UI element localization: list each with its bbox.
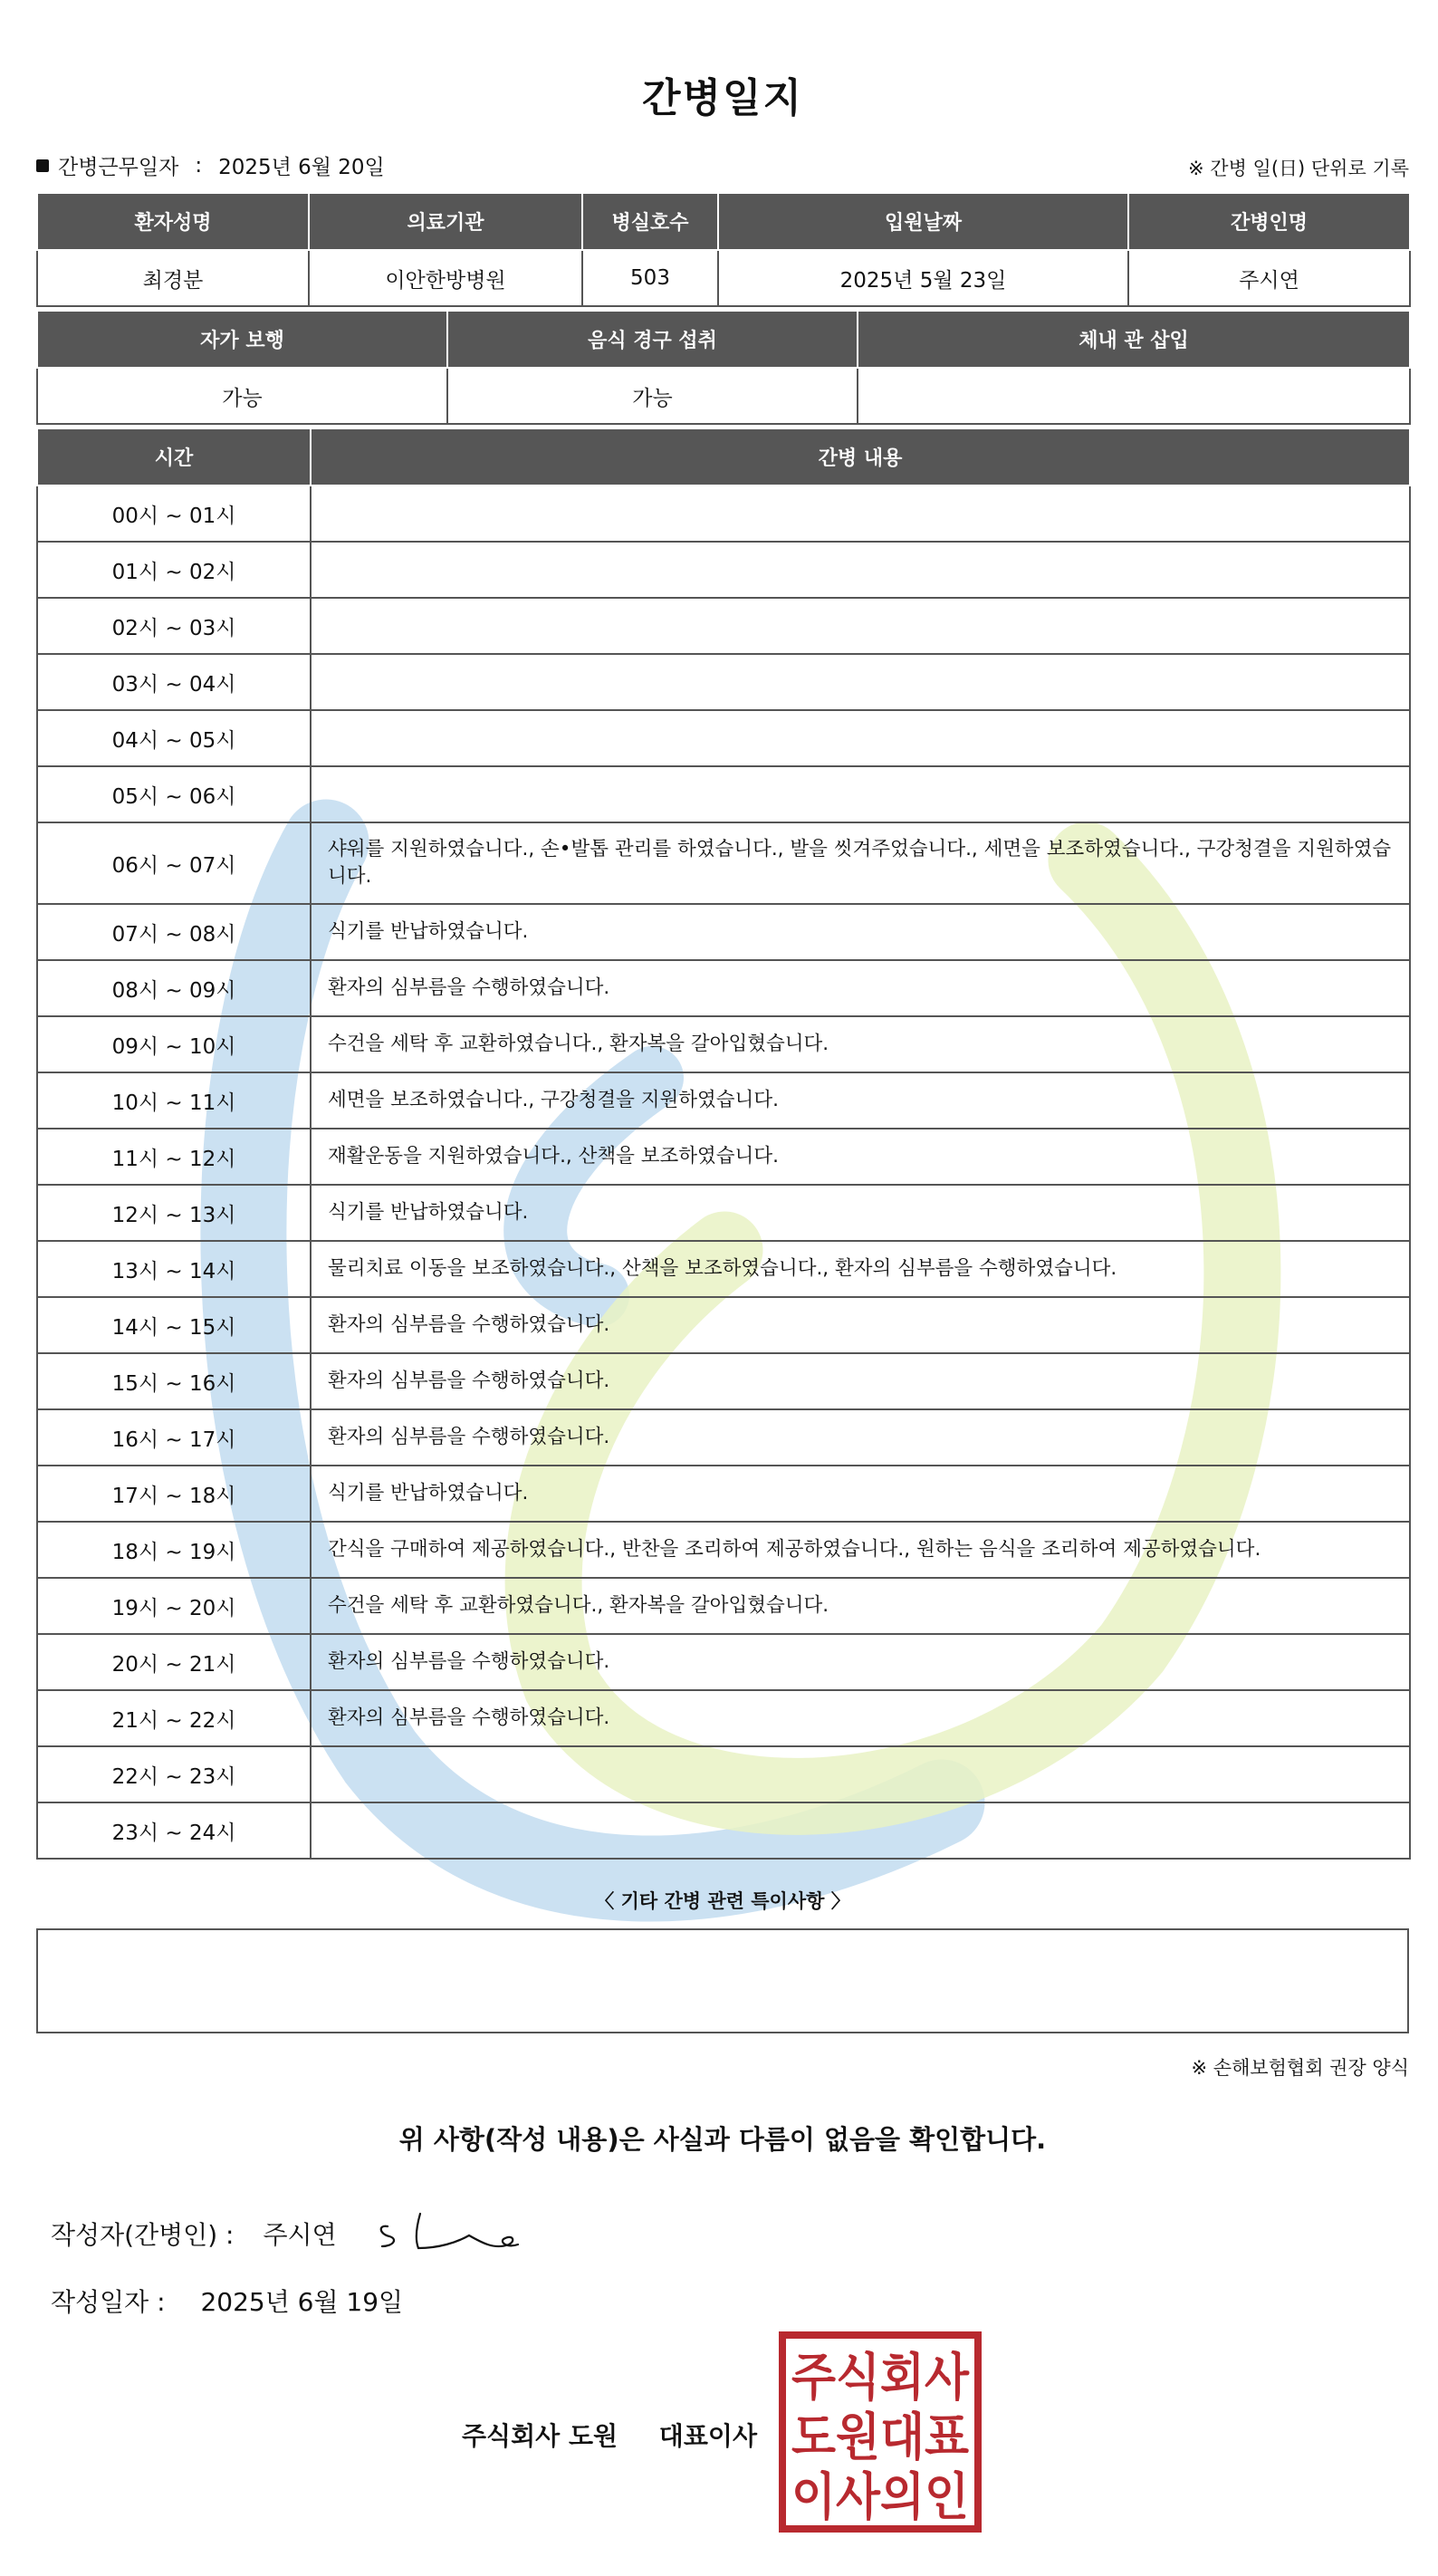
patient-status-header-row xyxy=(37,312,1410,368)
care-log-time: 05시 ~ 06시 xyxy=(37,766,311,822)
work-date-colon: : xyxy=(195,153,203,178)
header-patient-name: 환자성명 xyxy=(37,194,309,250)
care-log-content: 재활운동을 지원하였습니다., 산책을 보조하였습니다. xyxy=(311,1129,1410,1185)
care-log-time: 21시 ~ 22시 xyxy=(37,1690,311,1746)
care-log-content xyxy=(311,766,1410,822)
patient-info-value-row xyxy=(37,250,1410,306)
care-log-time: 06시 ~ 07시 xyxy=(37,822,311,904)
care-log-time: 22시 ~ 23시 xyxy=(37,1746,311,1802)
care-log-time: 23시 ~ 24시 xyxy=(37,1802,311,1859)
care-log-row xyxy=(37,710,1410,766)
care-log-content xyxy=(311,485,1410,542)
care-log-row xyxy=(37,766,1410,822)
care-log-time: 01시 ~ 02시 xyxy=(37,542,311,598)
svg-text:이사의인: 이사의인 xyxy=(791,2468,969,2527)
header-hospital: 의료기관 xyxy=(309,194,582,250)
written-date-value: 2025년 6월 19일 xyxy=(200,2287,404,2317)
care-log-row xyxy=(37,1353,1410,1409)
header-room-number: 병실호수 xyxy=(582,194,718,250)
care-log-row xyxy=(37,598,1410,654)
header-self-walking: 자가 보행 xyxy=(37,312,447,368)
care-log-content: 물리치료 이동을 보조하였습니다., 산책을 보조하였습니다., 환자의 심부름을 수행하였습니다. xyxy=(311,1241,1410,1297)
care-log-header-row xyxy=(37,429,1410,485)
header-tube-insertion: 체내 관 삽입 xyxy=(858,312,1410,368)
care-log-content xyxy=(311,542,1410,598)
care-log-content: 세면을 보조하였습니다., 구강청결을 지원하였습니다. xyxy=(311,1072,1410,1129)
care-log-time: 12시 ~ 13시 xyxy=(37,1185,311,1241)
company-name: 주식회사 도원 xyxy=(462,2421,618,2451)
oral-intake-value: 가능 xyxy=(447,368,858,424)
author-label: 작성자(간병인) : xyxy=(51,2220,235,2250)
author-name: 주시연 xyxy=(263,2220,337,2250)
care-log-row xyxy=(37,1409,1410,1466)
care-log-time: 14시 ~ 15시 xyxy=(37,1297,311,1353)
care-log-row xyxy=(37,1578,1410,1634)
special-notes-title: 〈 기타 간병 관련 특이사항 〉 xyxy=(595,1890,850,1912)
care-log-row xyxy=(37,485,1410,542)
daily-record-note: ※ 간병 일(日) 단위로 기록 xyxy=(1188,158,1409,179)
care-log-row xyxy=(37,542,1410,598)
company-seal-stamp xyxy=(777,2330,983,2534)
care-log-body xyxy=(37,485,1410,1859)
company-representative-title: 대표이사 xyxy=(658,2421,757,2451)
special-notes-box xyxy=(36,1928,1409,2033)
care-log-row xyxy=(37,1241,1410,1297)
care-log-table xyxy=(36,429,1411,1860)
svg-text:주식회사: 주식회사 xyxy=(791,2349,970,2408)
care-log-content xyxy=(311,654,1410,710)
work-date xyxy=(36,150,385,180)
care-log-content: 환자의 심부름을 수행하였습니다. xyxy=(311,1690,1410,1746)
work-date-label: 간병근무일자 xyxy=(58,156,179,179)
care-log-row xyxy=(37,1016,1410,1072)
care-log-row xyxy=(37,904,1410,960)
care-log-content xyxy=(311,710,1410,766)
care-log-time: 07시 ~ 08시 xyxy=(37,904,311,960)
care-log-row xyxy=(37,1185,1410,1241)
company-line xyxy=(462,2417,757,2453)
care-log-time: 13시 ~ 14시 xyxy=(37,1241,311,1297)
header-oral-intake: 음식 경구 섭취 xyxy=(447,312,858,368)
header-admission-date: 입원날짜 xyxy=(718,194,1128,250)
care-log-content: 환자의 심부름을 수행하였습니다. xyxy=(311,1353,1410,1409)
written-date-label: 작성일자 : xyxy=(51,2287,166,2317)
care-log-row xyxy=(37,1634,1410,1690)
care-log-row xyxy=(37,1297,1410,1353)
care-log-row xyxy=(37,1522,1410,1578)
care-log-row xyxy=(37,1072,1410,1129)
care-log-content: 식기를 반납하였습니다. xyxy=(311,1466,1410,1522)
recommended-form-note: ※ 손해보험협회 권장 양식 xyxy=(1191,2057,1409,2079)
care-log-content: 환자의 심부름을 수행하였습니다. xyxy=(311,960,1410,1016)
care-log-time: 16시 ~ 17시 xyxy=(37,1409,311,1466)
patient-status-table xyxy=(36,312,1411,425)
care-log-time: 17시 ~ 18시 xyxy=(37,1466,311,1522)
care-log-time: 02시 ~ 03시 xyxy=(37,598,311,654)
patient-status-value-row xyxy=(37,368,1410,424)
self-walking-value: 가능 xyxy=(37,368,447,424)
care-log-content: 환자의 심부름을 수행하였습니다. xyxy=(311,1634,1410,1690)
handwritten-signature xyxy=(375,2206,529,2261)
care-log-content xyxy=(311,598,1410,654)
care-log-time: 08시 ~ 09시 xyxy=(37,960,311,1016)
care-log-row xyxy=(37,960,1410,1016)
care-log-time: 19시 ~ 20시 xyxy=(37,1578,311,1634)
care-log-row xyxy=(37,654,1410,710)
care-log-row xyxy=(37,1466,1410,1522)
header-care-content: 간병 내용 xyxy=(311,429,1410,485)
care-log-time: 03시 ~ 04시 xyxy=(37,654,311,710)
care-log-row xyxy=(37,1802,1410,1859)
hospital-name: 이안한방병원 xyxy=(309,250,582,306)
care-log-content: 수건을 세탁 후 교환하였습니다., 환자복을 갈아입혔습니다. xyxy=(311,1578,1410,1634)
caregiver-name: 주시연 xyxy=(1128,250,1410,306)
care-log-content: 간식을 구매하여 제공하였습니다., 반찬을 조리하여 제공하였습니다., 원하는 음식을 조리하여 제공하였습니다. xyxy=(311,1522,1410,1578)
care-log-content: 식기를 반납하였습니다. xyxy=(311,904,1410,960)
tube-insertion-value xyxy=(858,368,1410,424)
care-log-row xyxy=(37,822,1410,904)
patient-name: 최경분 xyxy=(37,250,309,306)
room-number: 503 xyxy=(582,250,718,306)
patient-info-header-row xyxy=(37,194,1410,250)
confirmation-statement: 위 사항(작성 내용)은 사실과 다름이 없음을 확인합니다. xyxy=(398,2124,1047,2155)
work-date-value: 2025년 6월 20일 xyxy=(218,156,385,179)
care-log-time: 18시 ~ 19시 xyxy=(37,1522,311,1578)
care-log-content: 수건을 세탁 후 교환하였습니다., 환자복을 갈아입혔습니다. xyxy=(311,1016,1410,1072)
patient-info-table xyxy=(36,194,1411,307)
care-log-row xyxy=(37,1690,1410,1746)
care-log-time: 04시 ~ 05시 xyxy=(37,710,311,766)
care-log-row xyxy=(37,1746,1410,1802)
care-log-content: 샤워를 지원하였습니다., 손•발톱 관리를 하였습니다., 발을 씻겨주었습니다., 세면을 보조하였습니다., 구강청결을 지원하였습니다. xyxy=(311,822,1410,904)
care-log-time: 11시 ~ 12시 xyxy=(37,1129,311,1185)
care-log-content: 환자의 심부름을 수행하였습니다. xyxy=(311,1409,1410,1466)
bullet-square-icon xyxy=(36,159,49,172)
svg-text:도원대표: 도원대표 xyxy=(791,2408,969,2467)
care-log-time: 10시 ~ 11시 xyxy=(37,1072,311,1129)
author-line xyxy=(51,2216,337,2252)
header-time: 시간 xyxy=(37,429,311,485)
page-title: 간병일지 xyxy=(641,75,803,121)
written-date-line xyxy=(51,2283,403,2319)
admission-date: 2025년 5월 23일 xyxy=(718,250,1128,306)
care-log-row xyxy=(37,1129,1410,1185)
care-log-time: 00시 ~ 01시 xyxy=(37,485,311,542)
care-log-time: 20시 ~ 21시 xyxy=(37,1634,311,1690)
care-log-time: 15시 ~ 16시 xyxy=(37,1353,311,1409)
care-log-content xyxy=(311,1802,1410,1859)
care-log-time: 09시 ~ 10시 xyxy=(37,1016,311,1072)
care-log-content: 환자의 심부름을 수행하였습니다. xyxy=(311,1297,1410,1353)
header-caregiver-name: 간병인명 xyxy=(1128,194,1410,250)
care-log-content: 식기를 반납하였습니다. xyxy=(311,1185,1410,1241)
care-log-content xyxy=(311,1746,1410,1802)
